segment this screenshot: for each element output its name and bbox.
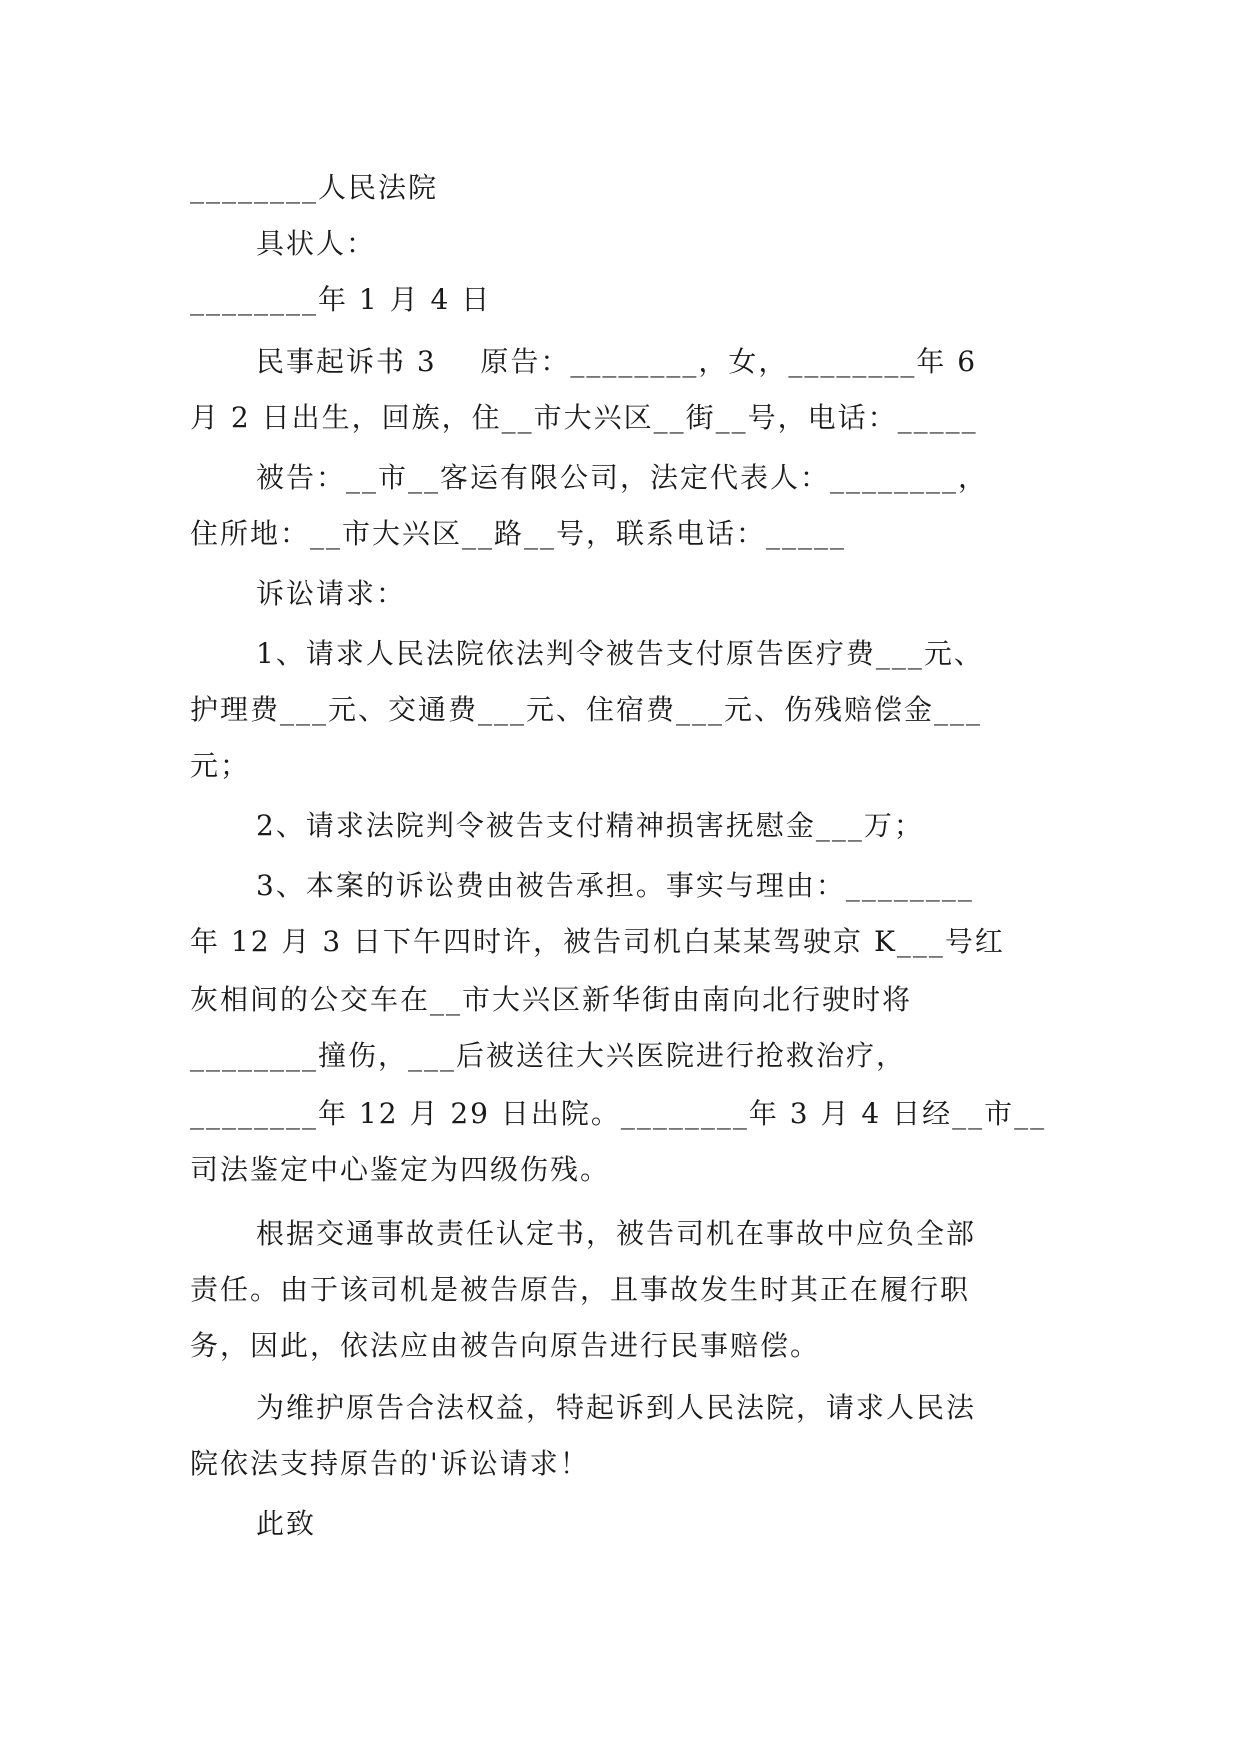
- facts-line-3: ________撞伤，___后被送往大兴医院进行抢救治疗，: [190, 1039, 907, 1072]
- filer-label-line: 具状人：: [256, 227, 377, 260]
- complaint-title-plaintiff-line: 民事起诉书 3 原告：________，女，________年 6: [256, 345, 978, 378]
- claim-1-line-1: 1、请求人民法院依法判令被告支付原告医疗费___元、: [256, 637, 984, 670]
- facts-line-4: ________年 12 月 29 日出院。________年 3 月 4 日经__市__: [190, 1097, 1047, 1130]
- date-line: ________年 1 月 4 日: [190, 283, 492, 316]
- claim-2-line: 2、请求法院判令被告支付精神损害抚慰金___万；: [256, 809, 924, 842]
- claim-1-line-2: 护理费___元、交通费___元、住宿费___元、伤残赔偿金___: [190, 693, 983, 726]
- court-name-line: ________人民法院: [190, 171, 439, 204]
- closing-line: 此致: [256, 1507, 317, 1540]
- liability-line-1: 根据交通事故责任认定书，被告司机在事故中应负全部: [256, 1217, 977, 1250]
- claim-3-facts-line: 3、本案的诉讼费由被告承担。事实与理由：________: [256, 869, 974, 902]
- facts-line-2: 灰相间的公交车在__市大兴区新华街由南向北行驶时将: [190, 983, 913, 1016]
- request-line-2: 院依法支持原告的'诉讼请求！: [190, 1447, 590, 1480]
- facts-line-5: 司法鉴定中心鉴定为四级伤残。: [190, 1153, 611, 1186]
- defendant-address-line: 住所地：__市大兴区__路__号，联系电话：_____: [190, 517, 847, 550]
- facts-line-1: 年 12 月 3 日下午四时许，被告司机白某某驾驶京 K___号红: [190, 925, 1005, 958]
- claims-heading: 诉讼请求：: [256, 577, 407, 610]
- request-line-1: 为维护原告合法权益，特起诉到人民法院，请求人民法: [256, 1391, 977, 1424]
- claim-1-line-3: 元；: [190, 749, 251, 782]
- plaintiff-details-line: 月 2 日出生，回族，住__市大兴区__街__号，电话：_____: [190, 401, 978, 434]
- liability-line-3: 务，因此，依法应由被告向原告进行民事赔偿。: [190, 1329, 821, 1362]
- defendant-line: 被告：__市__客运有限公司，法定代表人：________，: [256, 461, 989, 494]
- liability-line-2: 责任。由于该司机是被告原告，且事故发生时其正在履行职: [190, 1273, 971, 1306]
